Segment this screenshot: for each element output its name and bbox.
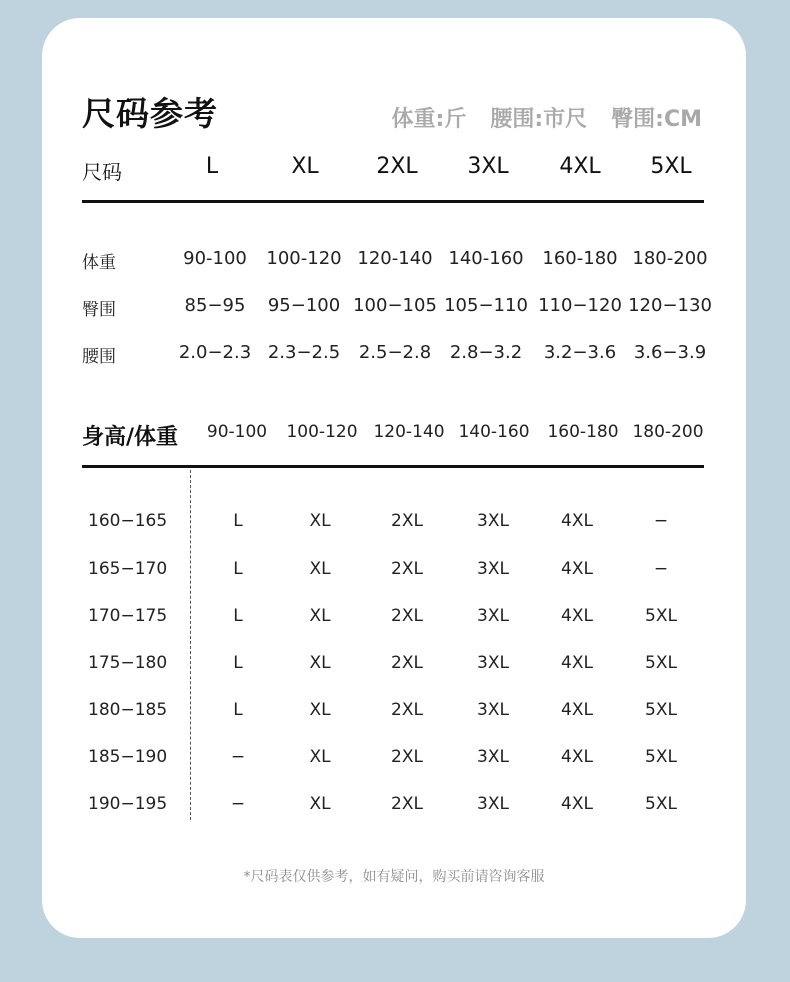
size-header-cell: 2XL xyxy=(376,154,418,179)
measure-row-waist xyxy=(42,342,746,372)
table-row xyxy=(42,653,746,683)
height-label: 170−175 xyxy=(88,606,168,626)
table-cell: 2XL xyxy=(391,700,423,720)
weight-header-cell: 100-120 xyxy=(286,422,358,442)
table-cell: 4XL xyxy=(561,653,593,673)
size-header-label: 尺码 xyxy=(82,160,122,184)
table-cell: 140-160 xyxy=(448,248,524,269)
table-cell: 3XL xyxy=(477,747,509,767)
table-cell: 3XL xyxy=(477,653,509,673)
table-cell: 3.6−3.9 xyxy=(633,342,707,363)
table-cell: 85−95 xyxy=(184,295,246,316)
table-row xyxy=(42,606,746,636)
table-row xyxy=(42,559,746,589)
weight-header-cell: 140-160 xyxy=(458,422,530,442)
height-label: 175−180 xyxy=(88,653,168,673)
table-cell: − xyxy=(653,559,669,579)
table-cell: 3XL xyxy=(477,559,509,579)
table-cell: 160-180 xyxy=(542,248,618,269)
size-header-cell: XL xyxy=(291,154,319,179)
unit-weight: 体重:斤 xyxy=(391,107,467,132)
size-header-cell: 5XL xyxy=(650,154,692,179)
table-cell: L xyxy=(233,653,243,673)
height-label: 185−190 xyxy=(88,747,168,767)
size-header-cell: 4XL xyxy=(559,154,601,179)
table-cell: 3XL xyxy=(477,794,509,814)
row-label: 腰围 xyxy=(82,347,116,367)
table-cell: 4XL xyxy=(561,559,593,579)
table-cell: 2.5−2.8 xyxy=(358,342,432,363)
unit-waist: 腰围:市尺 xyxy=(490,107,588,132)
size-header-cell: L xyxy=(205,154,219,179)
table-cell: 2.3−2.5 xyxy=(267,342,341,363)
table-cell: 3.2−3.6 xyxy=(543,342,617,363)
measure-row-hip xyxy=(42,295,746,325)
table-cell: L xyxy=(233,559,243,579)
table-cell: − xyxy=(230,747,246,767)
table-row xyxy=(42,511,746,541)
table-cell: XL xyxy=(309,794,331,814)
table-cell: 5XL xyxy=(645,700,677,720)
table-row xyxy=(42,700,746,730)
row-label: 臀围 xyxy=(82,300,116,320)
table-cell: XL xyxy=(309,606,331,626)
table-cell: 90-100 xyxy=(183,248,247,269)
table-cell: 120-140 xyxy=(357,248,433,269)
table-cell: 2.8−3.2 xyxy=(449,342,523,363)
weight-header-cell: 120-140 xyxy=(373,422,445,442)
table-cell: 4XL xyxy=(561,606,593,626)
table-cell: 2XL xyxy=(391,606,423,626)
table-cell: 2XL xyxy=(391,559,423,579)
table-row xyxy=(42,747,746,777)
weight-header-cell: 90-100 xyxy=(206,422,268,442)
table-cell: XL xyxy=(309,653,331,673)
table-cell: XL xyxy=(309,559,331,579)
table-cell: 3XL xyxy=(477,700,509,720)
size-header-row xyxy=(42,154,746,184)
table-cell: 2.0−2.3 xyxy=(178,342,252,363)
table-cell: XL xyxy=(309,700,331,720)
unit-hip: 臀围:CM xyxy=(611,107,702,132)
table-cell: 5XL xyxy=(645,747,677,767)
table-cell: L xyxy=(233,700,243,720)
page-title: 尺码参考 xyxy=(82,94,218,133)
weight-header-cell: 160-180 xyxy=(547,422,619,442)
table-cell: 105−110 xyxy=(444,295,528,316)
table-cell: 3XL xyxy=(477,511,509,531)
table-cell: 3XL xyxy=(477,606,509,626)
table-cell: 2XL xyxy=(391,794,423,814)
unit-legend xyxy=(392,102,702,133)
table-cell: 100-120 xyxy=(266,248,342,269)
table-cell: 2XL xyxy=(391,747,423,767)
table-cell: XL xyxy=(309,747,331,767)
table-cell: L xyxy=(233,511,243,531)
footnote: *尺码表仅供参考，如有疑问，购买前请咨询客服 xyxy=(243,869,545,885)
table-cell: 4XL xyxy=(561,794,593,814)
size-header-cell: 3XL xyxy=(467,154,509,179)
table-cell: 110−120 xyxy=(538,295,622,316)
table-cell: 5XL xyxy=(645,653,677,673)
height-label: 180−185 xyxy=(88,700,168,720)
table-cell: 180-200 xyxy=(632,248,708,269)
height-label: 165−170 xyxy=(88,559,168,579)
table-cell: − xyxy=(653,511,669,531)
weight-header-cell: 180-200 xyxy=(632,422,704,442)
table-cell: 5XL xyxy=(645,606,677,626)
table-cell: L xyxy=(233,606,243,626)
table-cell: 5XL xyxy=(645,794,677,814)
table-cell: XL xyxy=(309,511,331,531)
height-label: 190−195 xyxy=(88,794,168,814)
table-cell: 4XL xyxy=(561,700,593,720)
measure-row-weight xyxy=(42,248,746,278)
size-chart-card xyxy=(42,18,746,938)
table-cell: − xyxy=(230,794,246,814)
header-divider xyxy=(82,200,704,203)
table-cell: 4XL xyxy=(561,511,593,531)
height-weight-header-row xyxy=(42,422,746,452)
height-label: 160−165 xyxy=(88,511,168,531)
table-cell: 95−100 xyxy=(267,295,341,316)
table-cell: 100−105 xyxy=(353,295,437,316)
row-label: 体重 xyxy=(82,253,116,273)
table-cell: 2XL xyxy=(391,511,423,531)
height-weight-header-label: 身高/体重 xyxy=(82,425,179,450)
table-cell: 2XL xyxy=(391,653,423,673)
header-divider xyxy=(82,465,704,468)
table-cell: 4XL xyxy=(561,747,593,767)
table-cell: 120−130 xyxy=(628,295,712,316)
table-row xyxy=(42,794,746,824)
